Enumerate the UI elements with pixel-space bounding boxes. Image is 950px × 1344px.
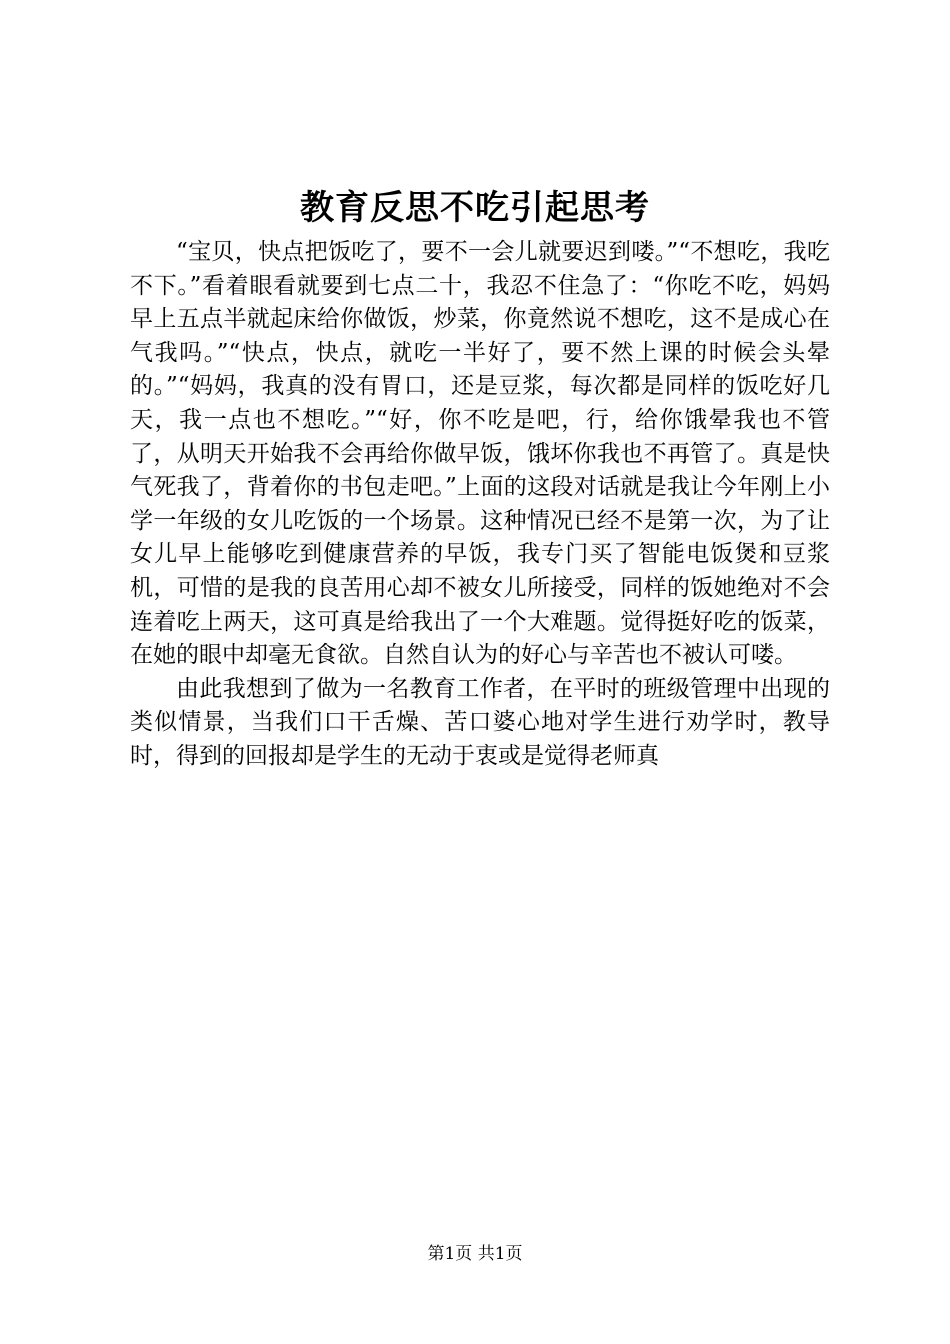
paragraph-1: “宝贝，快点把饭吃了，要不一会儿就要迟到喽。”“不想吃，我吃不下。”看着眼看就要到七点二十，我忍不住急了：“你吃不吃，妈妈早上五点半就起床给你做饭，炒菜，你竟然说不想吃，这不是成心在气我吗。”“快点，快点，就吃一半好了，要不然上课的时候会头晕的。”“妈妈，我真的没有胃口，还是豆浆，每次都是同样的饭吃好几天，我一点也不想吃。”“好，你不吃是吧，行，给你饿晕我也不管了，从明天开始我不会再给你做早饭，饿坏你我也不再管了。真是快气死我了，背着你的书包走吧。”上面的这段对话就是我让今年刚上小学一年级的女儿吃饭的一个场景。这种情况已经不是第一次，为了让女儿早上能够吃到健康营养的早饭，我专门买了智能电饭煲和豆浆机，可惜的是我的良苦用心却不被女儿所接受，同样的饭她绝对不会连着吃上两天，这可真是给我出了一个大难题。觉得挺好吃的饭菜，在她的眼中却毫无食欲。自然自认为的好心与辛苦也不被认可喽。 <box>130 239 830 669</box>
paragraph-2: 由此我想到了做为一名教育工作者，在平时的班级管理中出现的类似情景，当我们口干舌燥、苦口婆心地对学生进行劝学时，教导时，得到的回报却是学生的无动于衷或是觉得老师真 <box>130 675 830 769</box>
page-footer: 第1页 共1页 <box>427 1244 523 1264</box>
document-title: 教育反思不吃引起思考 <box>300 188 650 228</box>
document-body <box>130 236 830 774</box>
